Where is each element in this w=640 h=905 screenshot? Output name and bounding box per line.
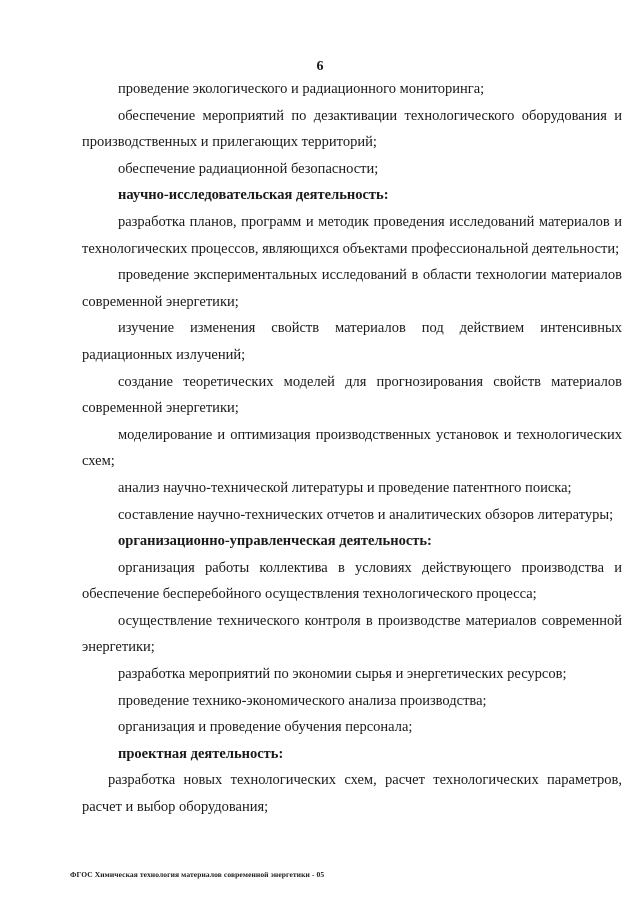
list-item: составление научно-технических отчетов и аналитических обзоров литературы; bbox=[118, 506, 614, 523]
section-heading-research: научно-исследовательская деятельность: bbox=[118, 187, 389, 204]
list-item: проведение технико-экономического анализа производства; bbox=[118, 692, 487, 709]
list-item: проведение экологического и радиационного мониторинга; bbox=[118, 81, 485, 97]
list-item: организация работы коллектива в условиях действующего производства и обеспечение бесперебойного осуществления технологического процесса; bbox=[82, 559, 622, 603]
section-heading-management: организационно-управленческая деятельность: bbox=[118, 533, 432, 550]
page-number: 6 bbox=[316, 59, 324, 74]
list-item: организация и проведение обучения персонала; bbox=[118, 719, 413, 736]
list-item: создание теоретических моделей для прогнозирования свойств материалов современной энергетики; bbox=[82, 373, 622, 417]
list-item: изучение изменения свойств материалов под действием интенсивных радиационных излучений; bbox=[82, 320, 622, 363]
document-body bbox=[82, 76, 622, 821]
list-item: разработка мероприятий по экономии сырья и энергетических ресурсов; bbox=[118, 666, 567, 683]
list-item: обеспечение мероприятий по дезактивации технологического оборудования и производственных и прилегающих территорий; bbox=[82, 107, 622, 151]
list-item: осуществление технического контроля в производстве материалов современной энергетики; bbox=[82, 612, 622, 656]
section-heading-design: проектная деятельность: bbox=[118, 745, 284, 762]
list-item: проведение экспериментальных исследований в области технологии материалов современной энергетики; bbox=[82, 267, 622, 310]
list-item: моделирование и оптимизация производственных установок и технологических схем; bbox=[82, 426, 622, 470]
page-footer: ФГОС Химическая технология материалов современной энергетики - 05 bbox=[70, 870, 325, 879]
list-item: разработка новых технологических схем, расчет технологических параметров, расчет и выбор оборудования; bbox=[82, 772, 622, 816]
list-item: анализ научно-технической литературы и проведение патентного поиска; bbox=[118, 479, 572, 496]
list-item: разработка планов, программ и методик проведения исследований материалов и технологических процессов, являющихся объектами профессиональной деятельности; bbox=[82, 213, 622, 257]
list-item: обеспечение радиационной безопасности; bbox=[118, 160, 379, 177]
